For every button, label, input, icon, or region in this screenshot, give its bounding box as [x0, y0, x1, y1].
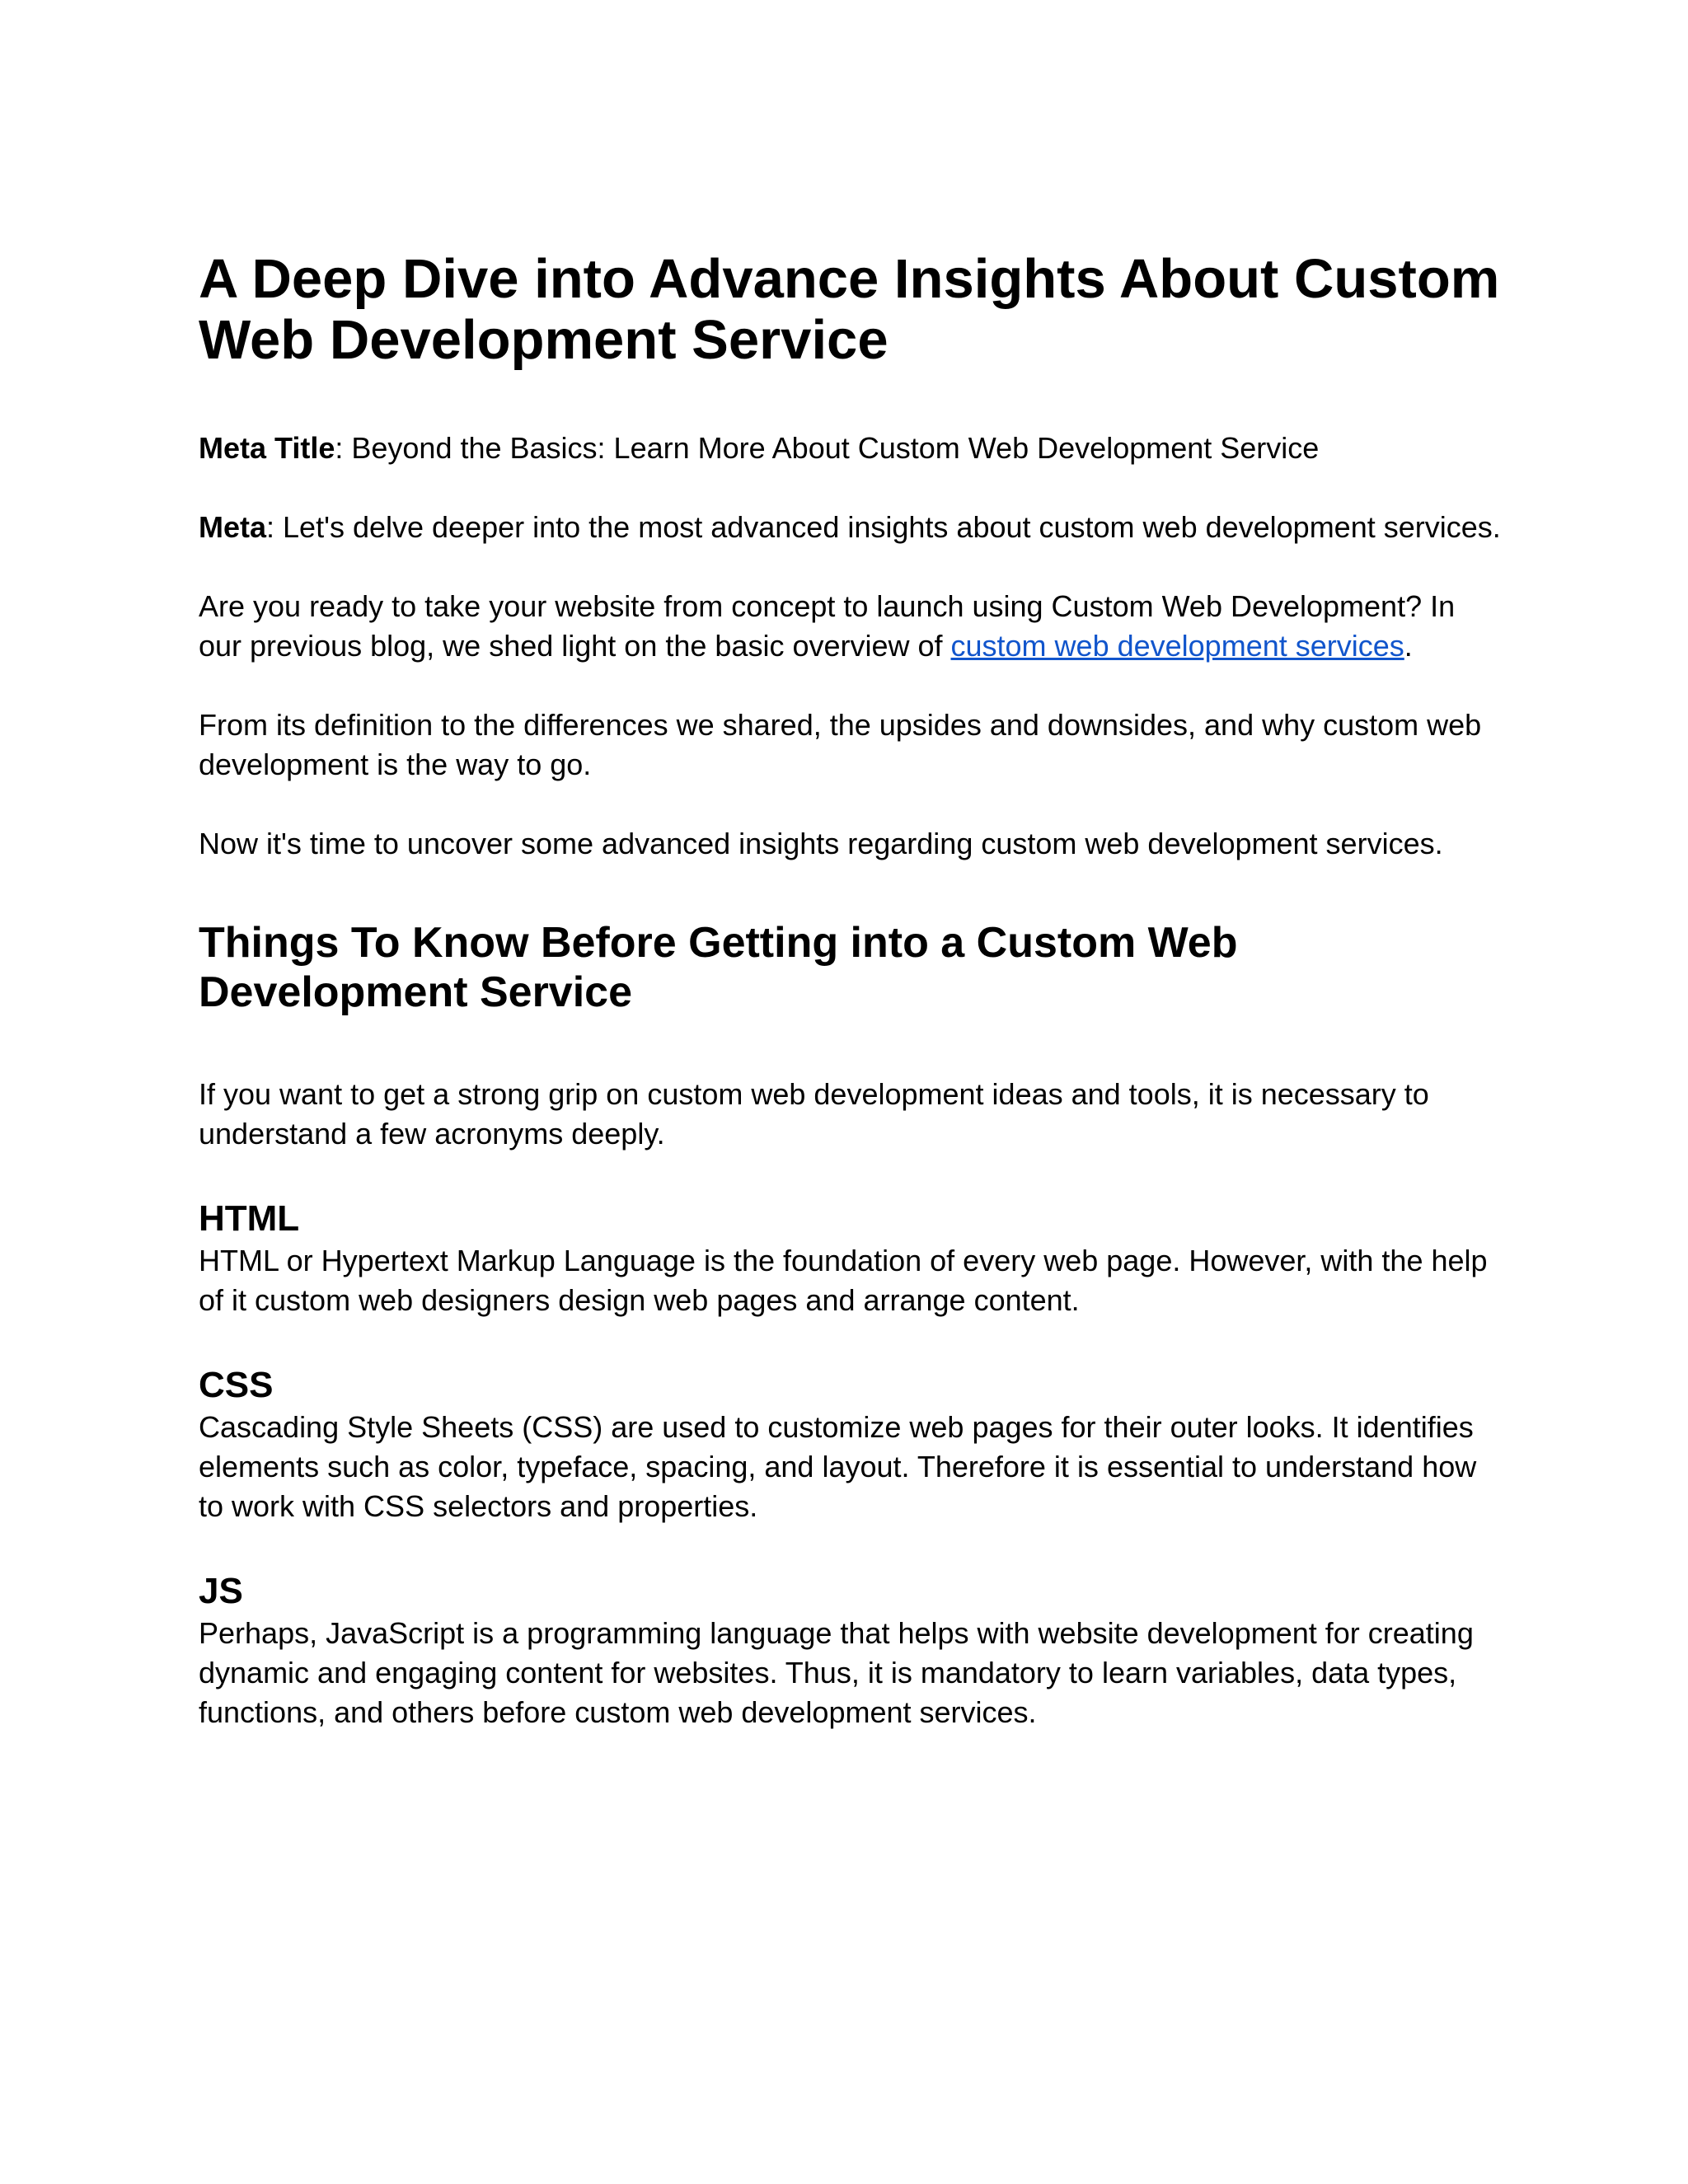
- js-paragraph: Perhaps, JavaScript is a programming language that helps with website development for creating dynamic and engaging content for websites. Thus, it is mandatory to learn variables, data types, functions, and others before custom web development services.: [199, 1616, 1474, 1729]
- document-title: A Deep Dive into Advance Insights About Custom Web Development Service: [199, 248, 1500, 371]
- intro-p1-text: Are you ready to take your website from concept to launch using Custom Web Development? In our previous blog, we shed light on the basic overview of: [199, 589, 1456, 663]
- meta-label: Meta: [199, 510, 267, 544]
- html-paragraph: HTML or Hypertext Markup Language is the foundation of every web page. However, with the help of it custom web designers design web pages and arrange content.: [199, 1244, 1488, 1317]
- meta-text: : Let's delve deeper into the most advanced insights about custom web development services.: [266, 510, 1501, 544]
- meta-description-line: [199, 508, 1501, 547]
- section-heading: Things To Know Before Getting into a Custom Web Development Service: [199, 919, 1238, 1016]
- intro-paragraph-2: From its definition to the differences we shared, the upsides and downsides, and why custom web development is the way to go.: [199, 708, 1482, 781]
- meta-title-line: [199, 429, 1501, 468]
- intro-paragraph-3: Now it's time to uncover some advanced insights regarding custom web development services.: [199, 827, 1443, 860]
- css-heading: CSS: [199, 1365, 274, 1405]
- custom-web-development-services-link[interactable]: custom web development services: [950, 629, 1404, 663]
- intro-paragraph-1: [199, 587, 1501, 666]
- meta-title-label: Meta Title: [199, 431, 335, 465]
- intro-p1-period: .: [1404, 629, 1413, 663]
- js-heading: JS: [199, 1571, 243, 1611]
- css-paragraph: Cascading Style Sheets (CSS) are used to customize web pages for their outer looks. It identifies elements such as color, typeface, spacing, and layout. Therefore it is essential to understand how to work with CSS selectors and properties.: [199, 1410, 1477, 1523]
- section-lead-paragraph: If you want to get a strong grip on custom web development ideas and tools, it is necessary to understand a few acronyms deeply.: [199, 1077, 1429, 1151]
- html-heading: HTML: [199, 1198, 300, 1239]
- document-page: [199, 249, 1501, 1732]
- meta-title-text: : Beyond the Basics: Learn More About Custom Web Development Service: [335, 431, 1320, 465]
